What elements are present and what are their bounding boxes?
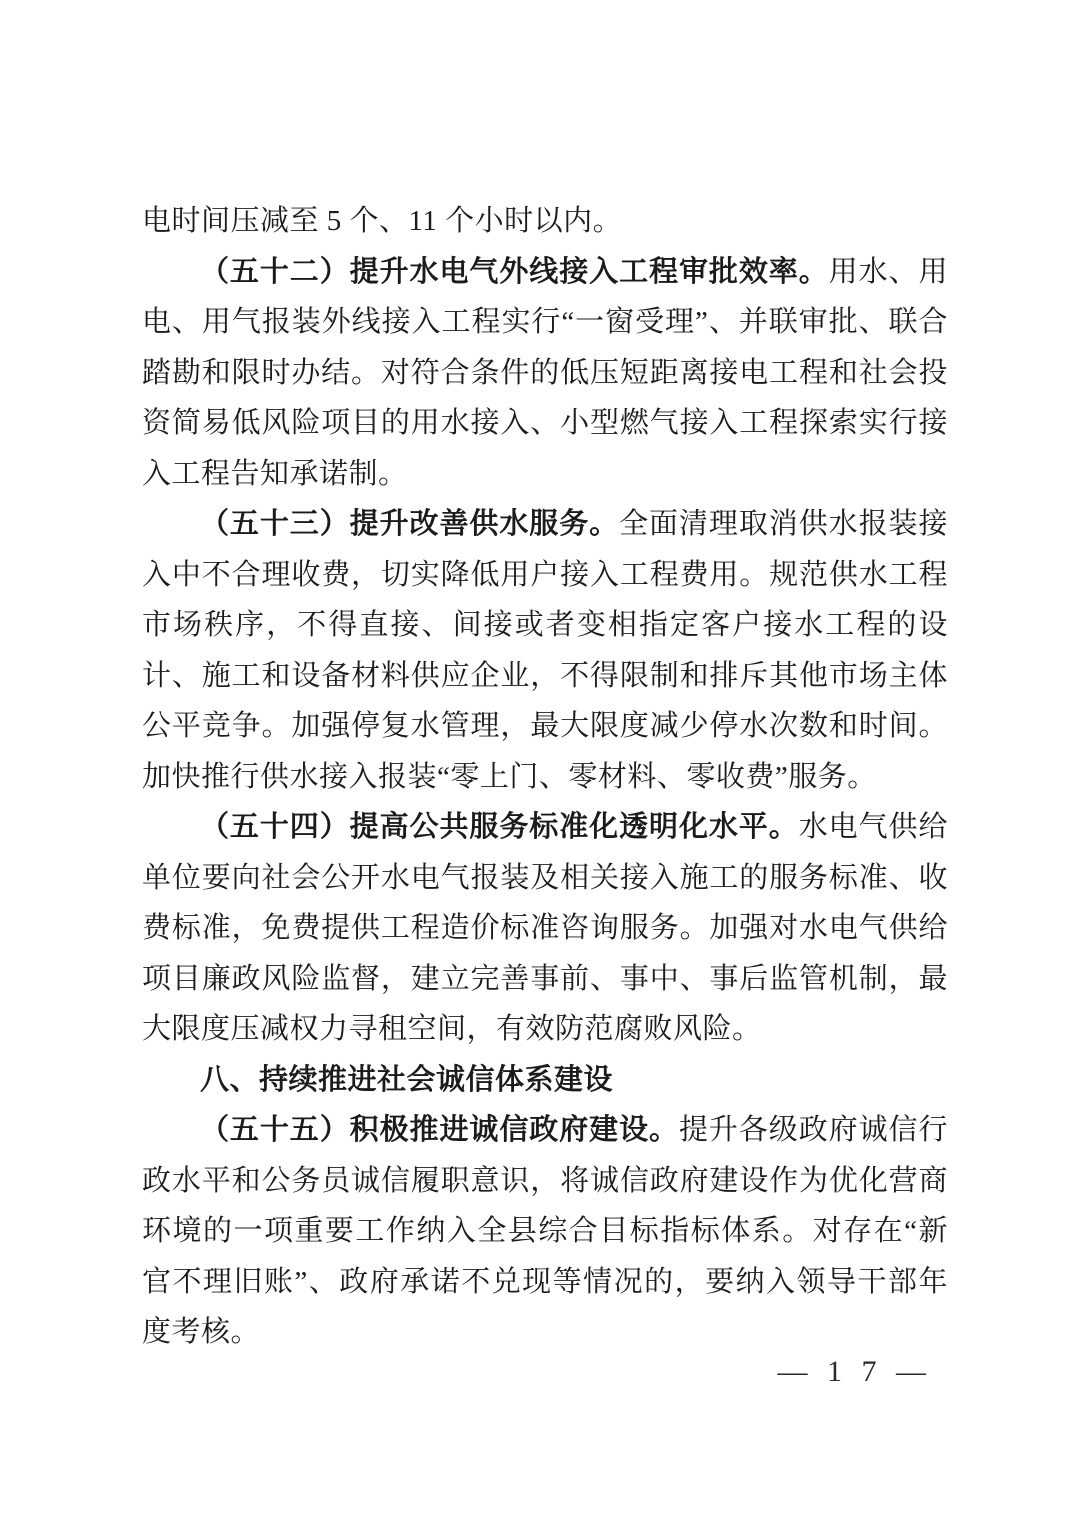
paragraph-item-53-title: （五十三）提升改善供水服务。	[200, 508, 620, 540]
paragraph-continuation	[142, 196, 948, 247]
paragraph-item-55-body: 提升各级政府诚信行政水平和公务员诚信履职意识，将诚信政府建设作为优化营商环境的一项重要工作纳入全县综合目标指标体系。对存在“新官不理旧账”、政府承诺不兑现等情况的，要纳入领导干部年度考核。	[142, 1114, 948, 1348]
paragraph-item-52-body: 用水、用电、用气报装外线接入工程实行“一窗受理”、并联审批、联合踏勘和限时办结。对符合条件的低压短距离接电工程和社会投资简易低风险项目的用水接入、小型燃气接入工程探索实行接入工程告知承诺制。	[142, 255, 948, 490]
document-body	[142, 196, 948, 1358]
paragraph-item-55	[142, 1105, 948, 1358]
paragraph-item-53-body: 全面清理取消供水报装接入中不合理收费，切实降低用户接入工程费用。规范供水工程市场秩序，不得直接、间接或者变相指定客户接水工程的设计、施工和设备材料供应企业，不得限制和排斥其他市场主体公平竞争。加强停复水管理，最大限度减少停水次数和时间。加快推行供水接入报装“零上门、零材料、零收费”服务。	[142, 508, 948, 793]
paragraph-item-54-body: 水电气供给单位要向社会公开水电气报装及相关接入施工的服务标准、收费标准，免费提供工程造价标准咨询服务。加强对水电气供给项目廉政风险监督，建立完善事前、事中、事后监管机制，最大限度压减权力寻租空间，有效防范腐败风险。	[142, 811, 948, 1045]
paragraph-item-55-title: （五十五）积极推进诚信政府建设。	[200, 1114, 679, 1146]
paragraph-item-52	[142, 247, 948, 500]
paragraph-item-54-title: （五十四）提高公共服务标准化透明化水平。	[200, 811, 799, 843]
section-heading-8: 八、持续推进社会诚信体系建设	[200, 1063, 614, 1096]
paragraph-item-52-title: （五十二）提升水电气外线接入工程审批效率。	[200, 255, 829, 288]
paragraph-item-53	[142, 499, 948, 802]
paragraph-continuation-text: 电时间压减至 5 个、11 个小时以内。	[142, 205, 623, 237]
paragraph-item-54	[142, 802, 948, 1055]
page-number: — 1 7 —	[777, 1355, 932, 1388]
